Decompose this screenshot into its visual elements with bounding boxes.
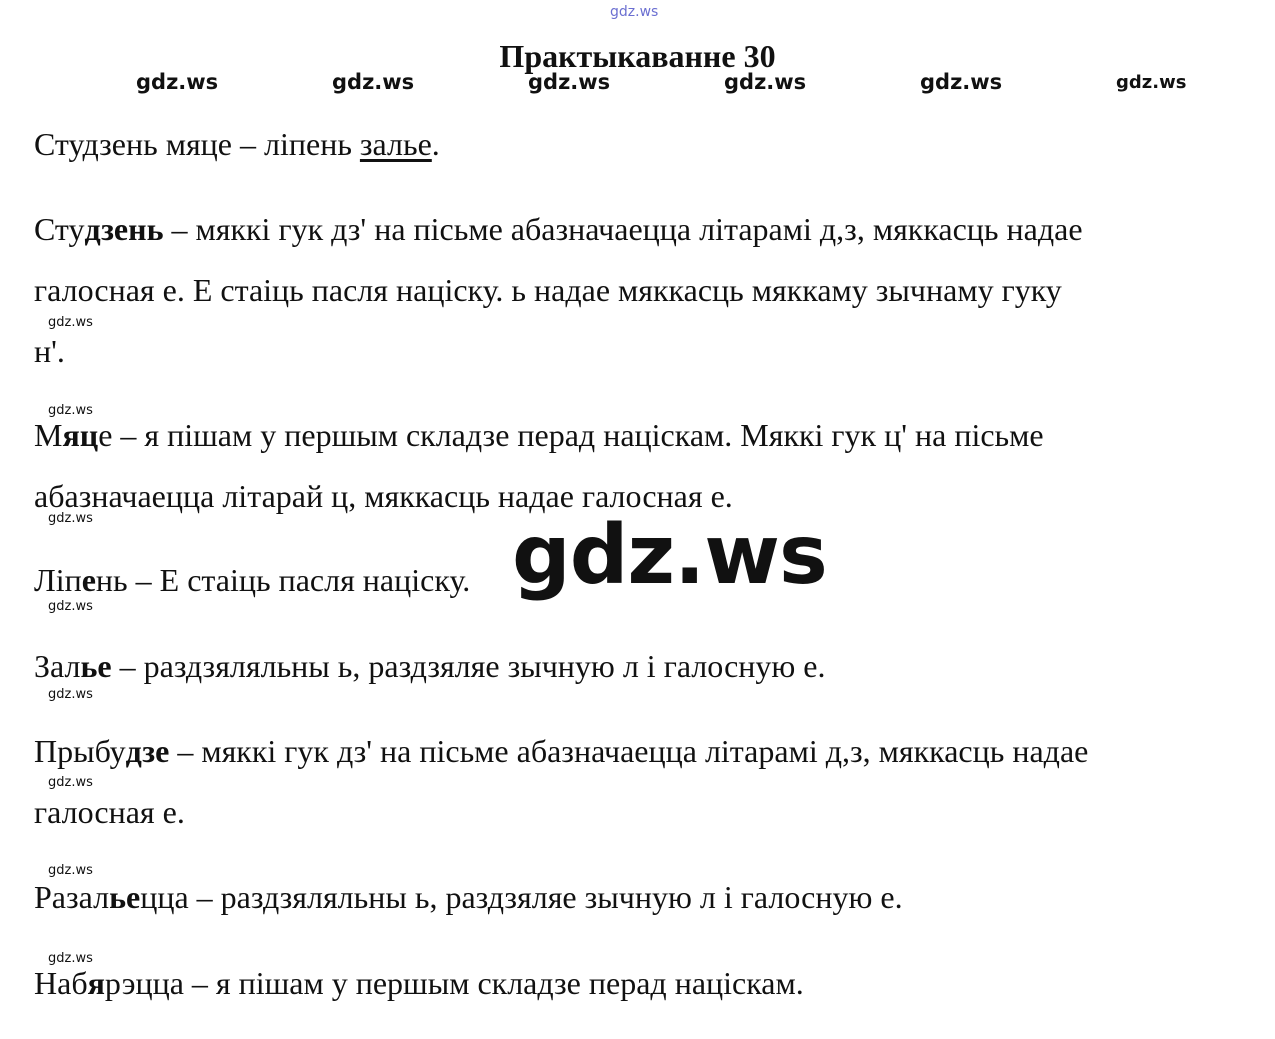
watermark-row-2: gdz.ws (332, 70, 415, 94)
watermark-row-6: gdz.ws (1116, 72, 1187, 93)
watermark-row-5: gdz.ws (920, 70, 1003, 94)
intro-underlined-word: залье (359, 126, 432, 162)
entry-text: – я пішам у першым складзе перад націскам. (183, 965, 804, 1001)
entry-word (34, 417, 112, 453)
entry-text: – Е стаіць пасля націску. (127, 562, 471, 598)
entry-miatse-line-2: абазначаецца літарай ц, мяккасць надае галосная е. (34, 478, 733, 514)
watermark-small: gdz.ws (48, 599, 93, 614)
watermark-small: gdz.ws (48, 403, 93, 418)
word-part: рэцца (104, 965, 184, 1001)
entry-text: – раздзяляльны ь, раздзяляе зычную л і галосную е. (111, 648, 826, 684)
entry-word (34, 965, 184, 1001)
word-part: Наб (34, 965, 88, 1001)
word-part-bold: ье (80, 648, 112, 684)
entry-word (34, 562, 128, 598)
word-part-bold: я (87, 965, 105, 1001)
word-part: нь (95, 562, 128, 598)
entry-zalie-line-1 (34, 650, 826, 682)
entry-word (34, 733, 169, 769)
watermark-small: gdz.ws (48, 315, 93, 330)
word-part: Сту (34, 211, 85, 247)
watermark-top: gdz.ws (610, 4, 659, 20)
entry-word (34, 648, 112, 684)
word-part: е (98, 417, 113, 453)
word-part-bold: ье (109, 879, 141, 915)
watermark-row-4: gdz.ws (724, 70, 807, 94)
watermark-small: gdz.ws (48, 687, 93, 702)
watermark-large: gdz.ws (512, 508, 827, 603)
word-part: М (34, 417, 63, 453)
watermark-small: gdz.ws (48, 951, 93, 966)
word-part-bold: яц (62, 417, 99, 453)
entry-lipen-line-1 (34, 564, 470, 596)
entry-prybudze-line-2: галосная е. (34, 794, 185, 830)
entry-text: – мяккі гук дз' на пісьме абазначаецца літарамі д,з, мяккасць надае (163, 211, 1083, 247)
intro-suffix: . (431, 126, 440, 162)
intro-line (34, 128, 440, 160)
entry-prybudze-line-1 (34, 735, 1088, 767)
word-part-bold: дзе (125, 733, 170, 769)
page-title: Практыкаванне 30 (499, 38, 776, 74)
watermark-small: gdz.ws (48, 863, 93, 878)
entry-razalietstsa-line-1 (34, 881, 903, 913)
word-part-bold: дзен (84, 211, 147, 247)
watermark-small: gdz.ws (48, 775, 93, 790)
watermark-row-1: gdz.ws (136, 70, 219, 94)
word-part: Прыбу (34, 733, 126, 769)
entry-text: – раздзяляльны ь, раздзяляе зычную л і галосную е. (188, 879, 903, 915)
entry-studzen-line-1 (34, 213, 1083, 245)
entry-word (34, 879, 189, 915)
entry-text: – мяккі гук дз' на пісьме абазначаецца літарамі д,з, мяккасць надае (169, 733, 1089, 769)
word-part-bold: ь (146, 211, 164, 247)
word-part: Разал (34, 879, 110, 915)
entry-miatse-line-1 (34, 419, 1044, 451)
word-part: цца (140, 879, 189, 915)
word-part: Зал (34, 648, 81, 684)
entry-studzen-line-3: н'. (34, 333, 65, 369)
entry-nabiaretstsa-line-1 (34, 967, 804, 999)
intro-prefix: Студзень мяце – ліпень (34, 126, 360, 162)
watermark-small: gdz.ws (48, 511, 93, 526)
word-part-bold: е (81, 562, 96, 598)
word-part: Ліп (34, 562, 82, 598)
watermark-row-3: gdz.ws (528, 70, 611, 94)
entry-studzen-line-2: галосная е. Е стаіць пасля націску. ь надае мяккасць мяккаму зычнаму гуку (34, 272, 1062, 308)
entry-text: – я пішам у першым складзе перад націскам. Мяккі гук ц' на пісьме (112, 417, 1044, 453)
entry-word (34, 211, 163, 247)
